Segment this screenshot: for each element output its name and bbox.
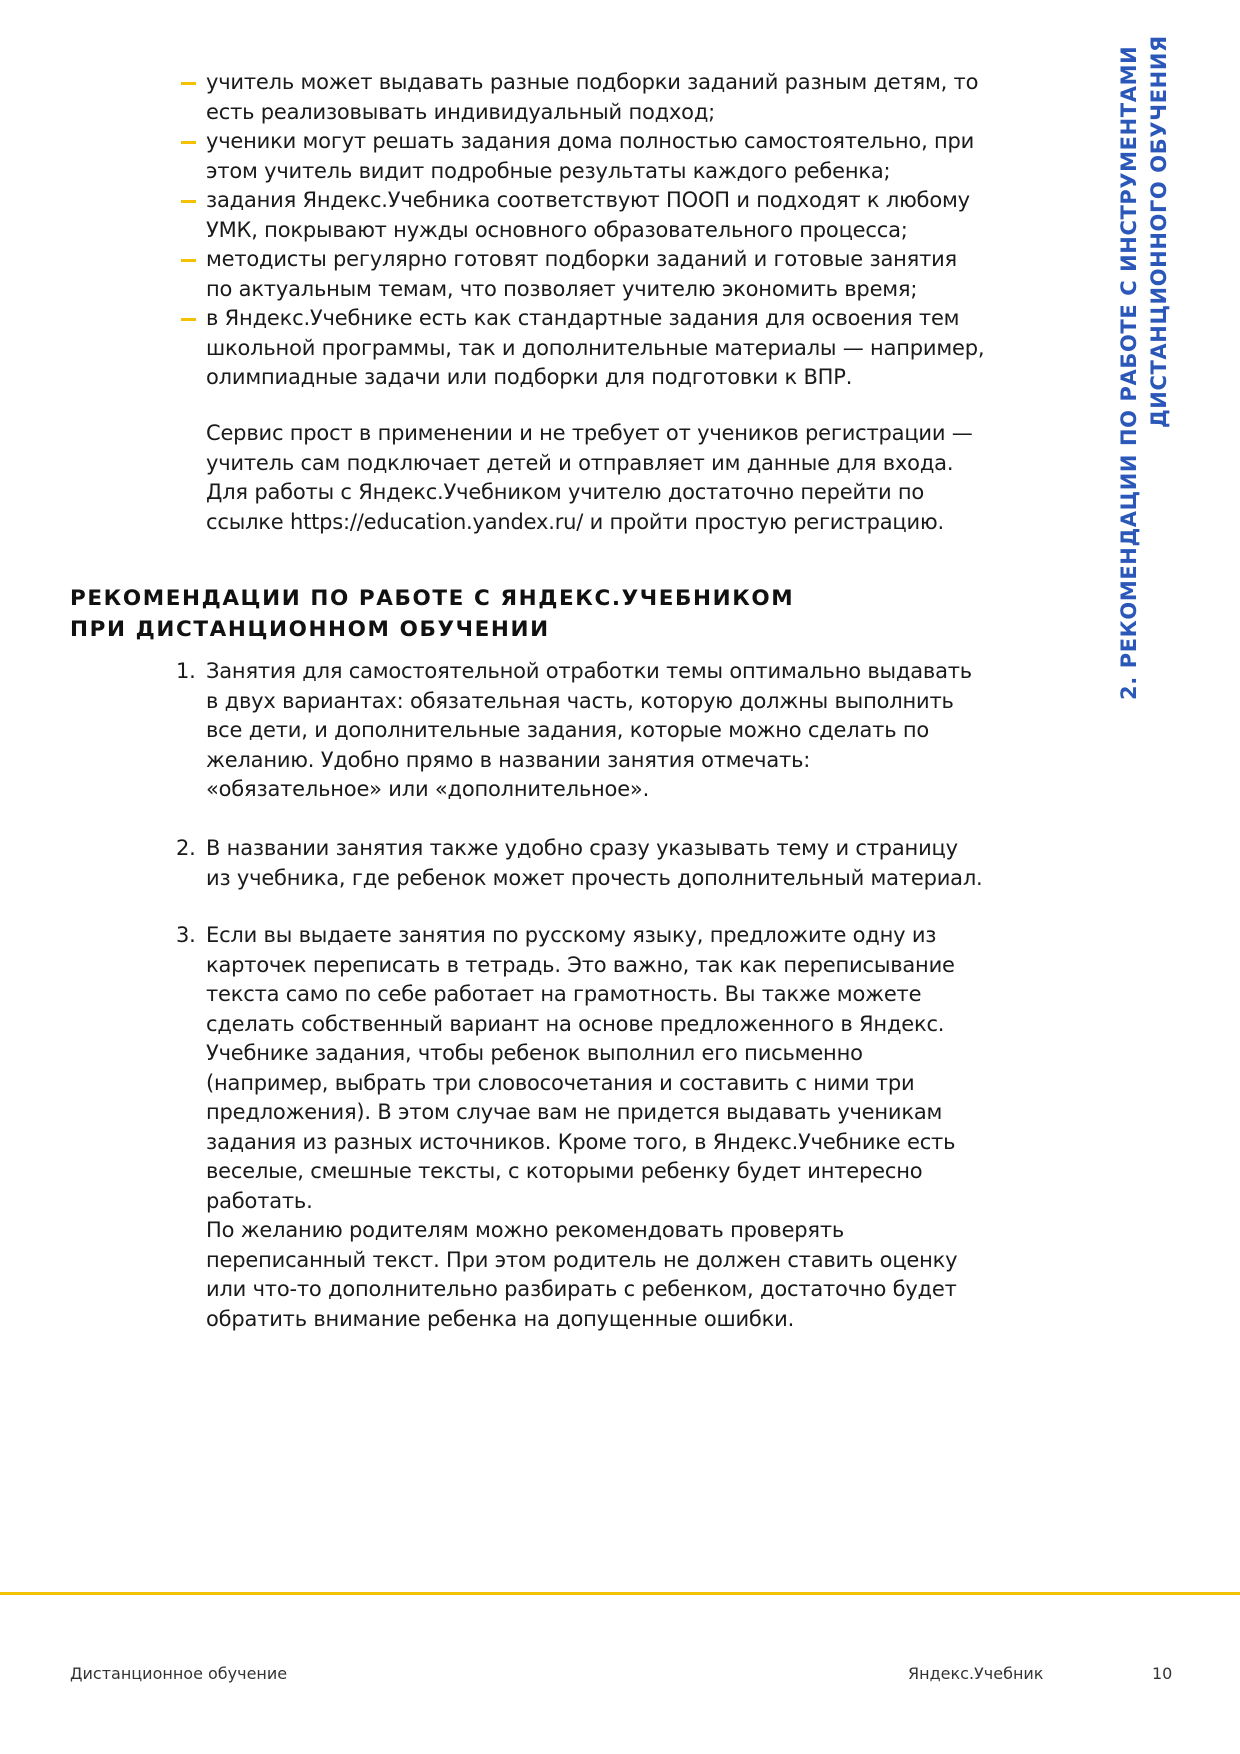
dash-bullet-icon [181, 200, 196, 203]
section-heading-line1: РЕКОМЕНДАЦИИ ПО РАБОТЕ С ЯНДЕКС.УЧЕБНИКОМ [70, 586, 795, 611]
intro-paragraph: Сервис прост в применении и не требует от учеников регистрации — учитель сам подключает детей и отправляет им данные для входа. Для работы с Яндекс.Учебником учителю достаточно перейти по ссылке https://education.yandex.ru/ и пройти простую регистрацию. [206, 421, 973, 534]
dash-bullet-icon [181, 141, 196, 144]
list-item-text: задания Яндекс.Учебника соответствуют ПООП и подходят к любому УМК, покрывают нужды основного образовательного процесса; [206, 188, 970, 242]
list-item [176, 834, 986, 893]
dash-bullet-icon [181, 318, 196, 321]
section-heading [70, 583, 890, 645]
list-item-text: методисты регулярно готовят подборки заданий и готовые занятия по актуальным темам, что позволяет учителю экономить время; [206, 247, 957, 301]
list-item-text: ученики могут решать задания дома полностью самостоятельно, при этом учитель видит подробные результаты каждого ребенка; [206, 129, 975, 183]
item-number: 2. [176, 836, 196, 860]
list-item [206, 186, 986, 245]
item-number: 1. [176, 659, 196, 683]
dash-bullet-icon [181, 259, 196, 262]
page-number: 10 [1152, 1664, 1173, 1683]
footer-brand: Яндекс.Учебник [908, 1664, 1044, 1683]
list-item [176, 657, 986, 805]
chapter-title-line1: 2. РЕКОМЕНДАЦИИ ПО РАБОТЕ С ИНСТРУМЕНТАМИ [1117, 45, 1141, 700]
item-text: Занятия для самостоятельной отработки темы оптимально выдавать в двух вариантах: обязательная часть, которую должны выполнить все дети, и дополнительные задания, которые можно сделать по желанию. Удобно прямо в названии занятия отмечать: «обязательное» или «дополнительное». [206, 659, 972, 801]
item-text: В названии занятия также удобно сразу указывать тему и страницу из учебника, где ребенок может прочесть дополнительный материал. [206, 836, 983, 890]
recommendation-2 [176, 834, 986, 893]
item-text: Если вы выдаете занятия по русскому языку, предложите одну из карточек переписать в тетрадь. Это важно, так как переписывание текста само по себе работает на грамотность. Вы также можете сделать собственный вариант на основе предложенного в Яндекс. Учебнике задания, чтобы ребенок выполнил его письменно (например, выбрать три словосочетания и составить с ними три предложения). В этом случае вам не придется выдавать ученикам задания из разных источников. Кроме того, в Яндекс.Учебнике есть веселые, смешные тексты, с которыми ребенку будет интересно работать. [206, 923, 956, 1213]
list-item [206, 127, 986, 186]
list-item [176, 921, 986, 1334]
list-item-text: учитель может выдавать разные подборки заданий разным детям, то есть реализовывать индивидуальный подход; [206, 70, 979, 124]
list-item-text: в Яндекс.Учебнике есть как стандартные задания для освоения тем школьной программы, так и дополнительные материалы — например, олимпиадные задачи или подборки для подготовки к ВПР. [206, 306, 985, 389]
item-text-continued: По желанию родителям можно рекомендовать проверять переписанный текст. При этом родитель не должен ставить оценку или что-то дополнительно разбирать с ребенком, достаточно будет обратить внимание ребенка на допущенные ошибки. [206, 1218, 958, 1331]
chapter-title-line2: ДИСТАНЦИОННОГО ОБУЧЕНИЯ [1147, 35, 1171, 428]
benefits-list [206, 68, 986, 393]
list-item [206, 245, 986, 304]
footer-divider [0, 1592, 1240, 1595]
dash-bullet-icon [181, 82, 196, 85]
chapter-side-title [1114, 35, 1174, 700]
list-item [206, 68, 986, 127]
recommendation-1 [176, 657, 986, 805]
item-number: 3. [176, 923, 196, 947]
recommendation-3 [176, 921, 986, 1334]
footer-document-title: Дистанционное обучение [70, 1664, 288, 1683]
list-item [206, 304, 986, 393]
section-heading-line2: ПРИ ДИСТАНЦИОННОМ ОБУЧЕНИИ [70, 617, 550, 642]
